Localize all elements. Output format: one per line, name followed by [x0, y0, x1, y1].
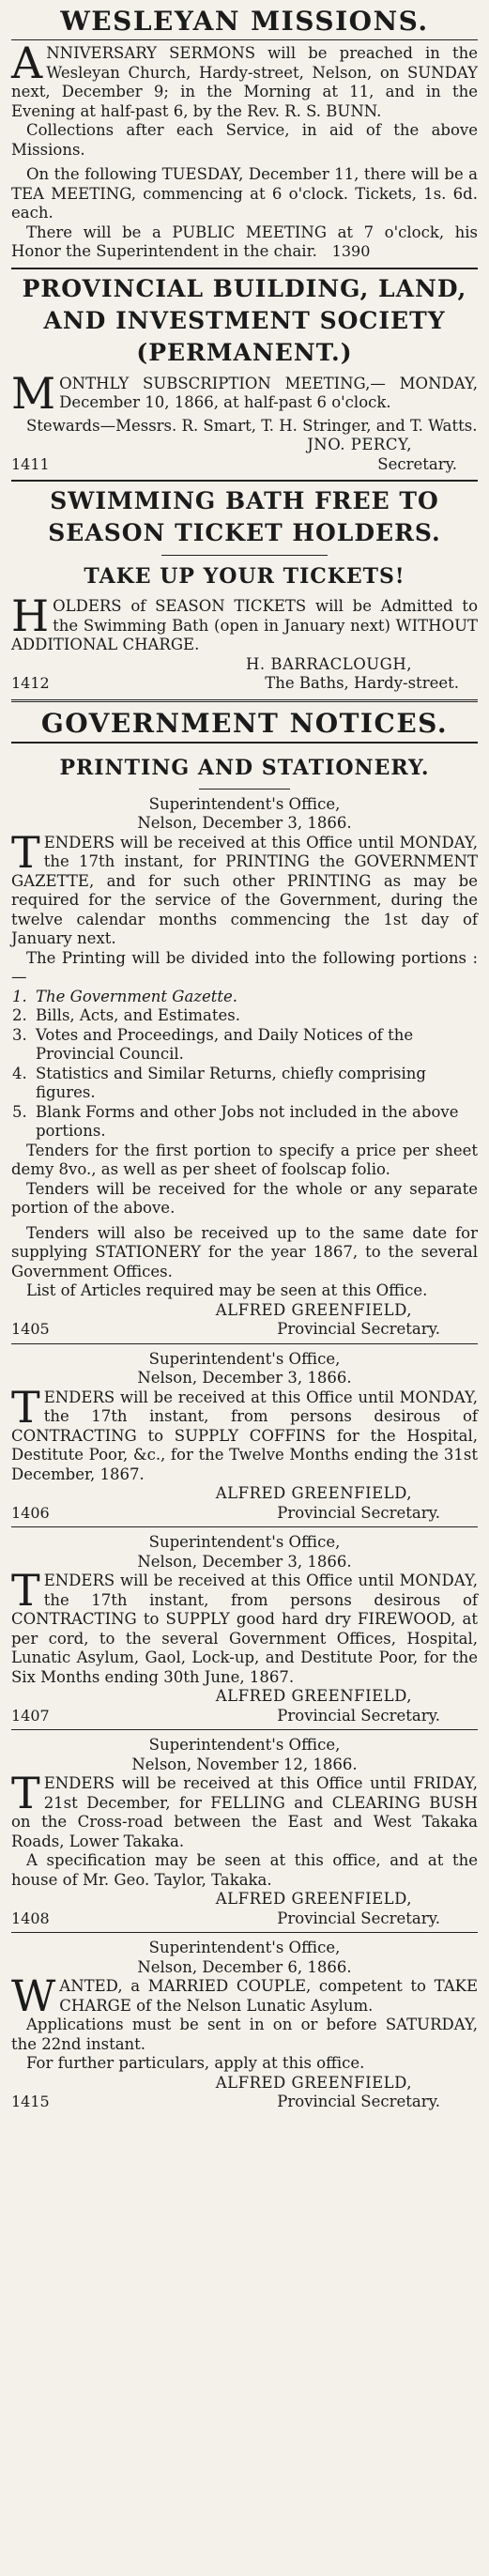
coffins-footer [11, 1504, 478, 1524]
advert-number: 1405 [11, 1320, 50, 1338]
printing-heading: PRINTING AND STATIONERY. [59, 755, 430, 780]
printing-footer [11, 1320, 478, 1340]
printing-signatory: ALFRED GREENFIELD, [215, 1300, 412, 1319]
printing-office: Superintendent's Office, [148, 794, 341, 813]
printing-portions-list [11, 988, 478, 1142]
asylum-office: Superintendent's Office, [148, 1939, 341, 1956]
firewood-signatory-title: Provincial Secretary. [277, 1706, 440, 1725]
provincial-signatory-title: Secretary. [377, 454, 457, 473]
felling-office: Superintendent's Office, [148, 1736, 341, 1754]
felling-signatory-title: Provincial Secretary. [277, 1909, 440, 1927]
coffins-office: Superintendent's Office, [148, 1349, 341, 1368]
bath-heading: SWIMMING BATH FREE TO SEASON TICKET HOLDERS. [48, 487, 441, 546]
provincial-heading: PROVINCIAL BUILDING, LAND, AND INVESTMENT SOCIETY (PERMANENT.) [22, 274, 467, 366]
printing-whole-text: Tenders will be received for the whole or any separate portion of the above. [11, 1179, 478, 1217]
asylum-footer [11, 2093, 478, 2112]
felling-footer [11, 1909, 478, 1929]
asylum-signatory: ALFRED GREENFIELD, [215, 2073, 412, 2092]
stationery-text: Tenders will also be received up to the same date for supplying STATIONERY for the year 1867, to the several Government Offices. [11, 1223, 478, 1280]
bath-holders-text: HOLDERS of SEASON TICKETS will be Admitted to the Swimming Bath (open in January next) WITHOUT ADDITIONAL CHARGE. [11, 590, 478, 653]
printing-tenders-text: TENDERS will be received at this Office until MONDAY, the 17th instant, for PRINTING the GOVERNMENT GAZETTE, and for such other PRINTING as may be required for the service of the Government, during the twelve calendar months commencing the 1st day of January next. [11, 826, 478, 947]
advert-number: 1408 [11, 1909, 50, 1927]
firewood-notice [11, 1527, 478, 1725]
provincial-building-notice [11, 269, 478, 475]
felling-tenders-text: TENDERS will be received at this Office until FRIDAY, 21st December, for FELLING and CLEARING BUSH on the Cross-road between the East and West Takaka Roads, Lower Takaka. [11, 1768, 478, 1850]
advert-number: 1407 [11, 1706, 50, 1725]
wesleyan-sermons-text: ANNIVERSARY SERMONS will be preached in the Wesleyan Church, Hardy-street, Nelson, on SUNDAY next, December 9; in the Morning at 11, and in the Evening at half-past 6, by the Rev. R. S. BUNN. [11, 38, 478, 120]
advert-number: 1415 [11, 2093, 50, 2110]
wesleyan-heading: WESLEYAN MISSIONS. [60, 6, 429, 37]
advert-number: 1411 [11, 454, 50, 473]
coffins-signatory: ALFRED GREENFIELD, [215, 1484, 412, 1502]
list-item: 1. The Government Gazette. [32, 988, 478, 1007]
coffins-notice [11, 1344, 478, 1524]
coffins-tenders-text: TENDERS will be received at this Office until MONDAY, the 17th instant, from persons desirous of CONTRACTING to SUPPLY COFFINS for the Hospital, Destitute Poor, &c., for the Twelve Months ending the 31st December, 1867. [11, 1381, 478, 1483]
felling-notice [11, 1730, 478, 1928]
asylum-particulars-text: For further particulars, apply at this office. [26, 2054, 365, 2072]
felling-specification-text: A specification may be seen at this office, and at the house of Mr. Geo. Taylor, Takaka. [11, 1851, 478, 1889]
printing-signatory-title: Provincial Secretary. [277, 1320, 440, 1338]
list-item: 4. Statistics and Similar Returns, chiefly comprising figures. [32, 1065, 478, 1103]
wesleyan-public-meeting-text [11, 223, 478, 262]
bath-signatory: H. BARRACLOUGH, [245, 654, 412, 673]
bath-footer [11, 674, 478, 694]
printing-price-text: Tenders for the first portion to specify a price per sheet demy 8vo., as well as per sheet of foolscap folio. [11, 1141, 478, 1178]
printing-date: Nelson, December 3, 1866. [137, 814, 352, 832]
articles-text: List of Articles required may be seen at this Office. [26, 1281, 428, 1299]
wesleyan-missions-notice [11, 0, 478, 262]
felling-date: Nelson, November 12, 1866. [131, 1755, 358, 1773]
swimming-bath-notice [11, 482, 478, 694]
public-meeting-text: There will be a PUBLIC MEETING at 7 o'clock, his Honor the Superintendent in the chair. [11, 222, 478, 260]
list-item: 3. Votes and Proceedings, and Daily Notices of the Provincial Council. [32, 1026, 478, 1065]
asylum-date: Nelson, December 6, 1866. [137, 1957, 352, 1976]
firewood-signatory: ALFRED GREENFIELD, [215, 1687, 412, 1705]
coffins-date: Nelson, December 3, 1866. [137, 1369, 352, 1387]
wesleyan-tea-meeting-text: On the following TUESDAY, December 11, there will be a TEA MEETING, commencing at 6 o'clock. Tickets, 1s. 6d. each. [11, 165, 478, 222]
provincial-meeting-text: MONTHLY SUBSCRIPTION MEETING,— MONDAY, December 10, 1866, at half-past 6 o'clock. [11, 367, 478, 419]
asylum-notice [11, 1933, 478, 2112]
printing-portions-intro: The Printing will be divided into the following portions :— [11, 948, 478, 986]
bath-address: The Baths, Hardy-street. [265, 674, 459, 692]
government-heading: GOVERNMENT NOTICES. [40, 707, 449, 739]
list-item: 5. Blank Forms and other Jobs not included in the above portions. [32, 1103, 478, 1142]
provincial-footer [11, 455, 478, 475]
wesleyan-collections-text: Collections after each Service, in aid of the above Missions. [11, 121, 478, 159]
firewood-date: Nelson, December 3, 1866. [137, 1552, 352, 1571]
provincial-signatory: JNO. PERCY, [307, 436, 412, 453]
bath-subheading: TAKE UP YOUR TICKETS! [84, 564, 405, 589]
felling-signatory: ALFRED GREENFIELD, [215, 1890, 412, 1908]
firewood-tenders-text: TENDERS will be received at this Office until MONDAY, the 17th instant, from persons desirous of CONTRACTING to SUPPLY good hard dry FIREWOOD, at per cord, to the several Government Offices, Hospital, Lunatic Asylum, Gaol, Lock-up, and Destitute Poor, for the Six Months ending 30th June, 1867. [11, 1565, 478, 1686]
asylum-applications-text: Applications must be sent in on or before SATURDAY, the 22nd instant. [11, 2016, 478, 2053]
government-notices-section [11, 702, 478, 1340]
advert-number: 1390 [331, 242, 371, 260]
asylum-signatory-title: Provincial Secretary. [277, 2093, 440, 2110]
firewood-office: Superintendent's Office, [148, 1533, 341, 1551]
list-item: 2. Bills, Acts, and Estimates. [32, 1006, 478, 1026]
asylum-wanted-text: WANTED, a MARRIED COUPLE, competent to TAKE CHARGE of the Nelson Lunatic Asylum. [11, 1970, 478, 2021]
advert-number: 1412 [11, 674, 50, 692]
firewood-footer [11, 1707, 478, 1726]
advert-number: 1406 [11, 1503, 50, 1522]
provincial-stewards-text: Stewards—Messrs. R. Smart, T. H. Stringer, and T. Watts. [26, 416, 478, 435]
coffins-signatory-title: Provincial Secretary. [277, 1503, 440, 1522]
